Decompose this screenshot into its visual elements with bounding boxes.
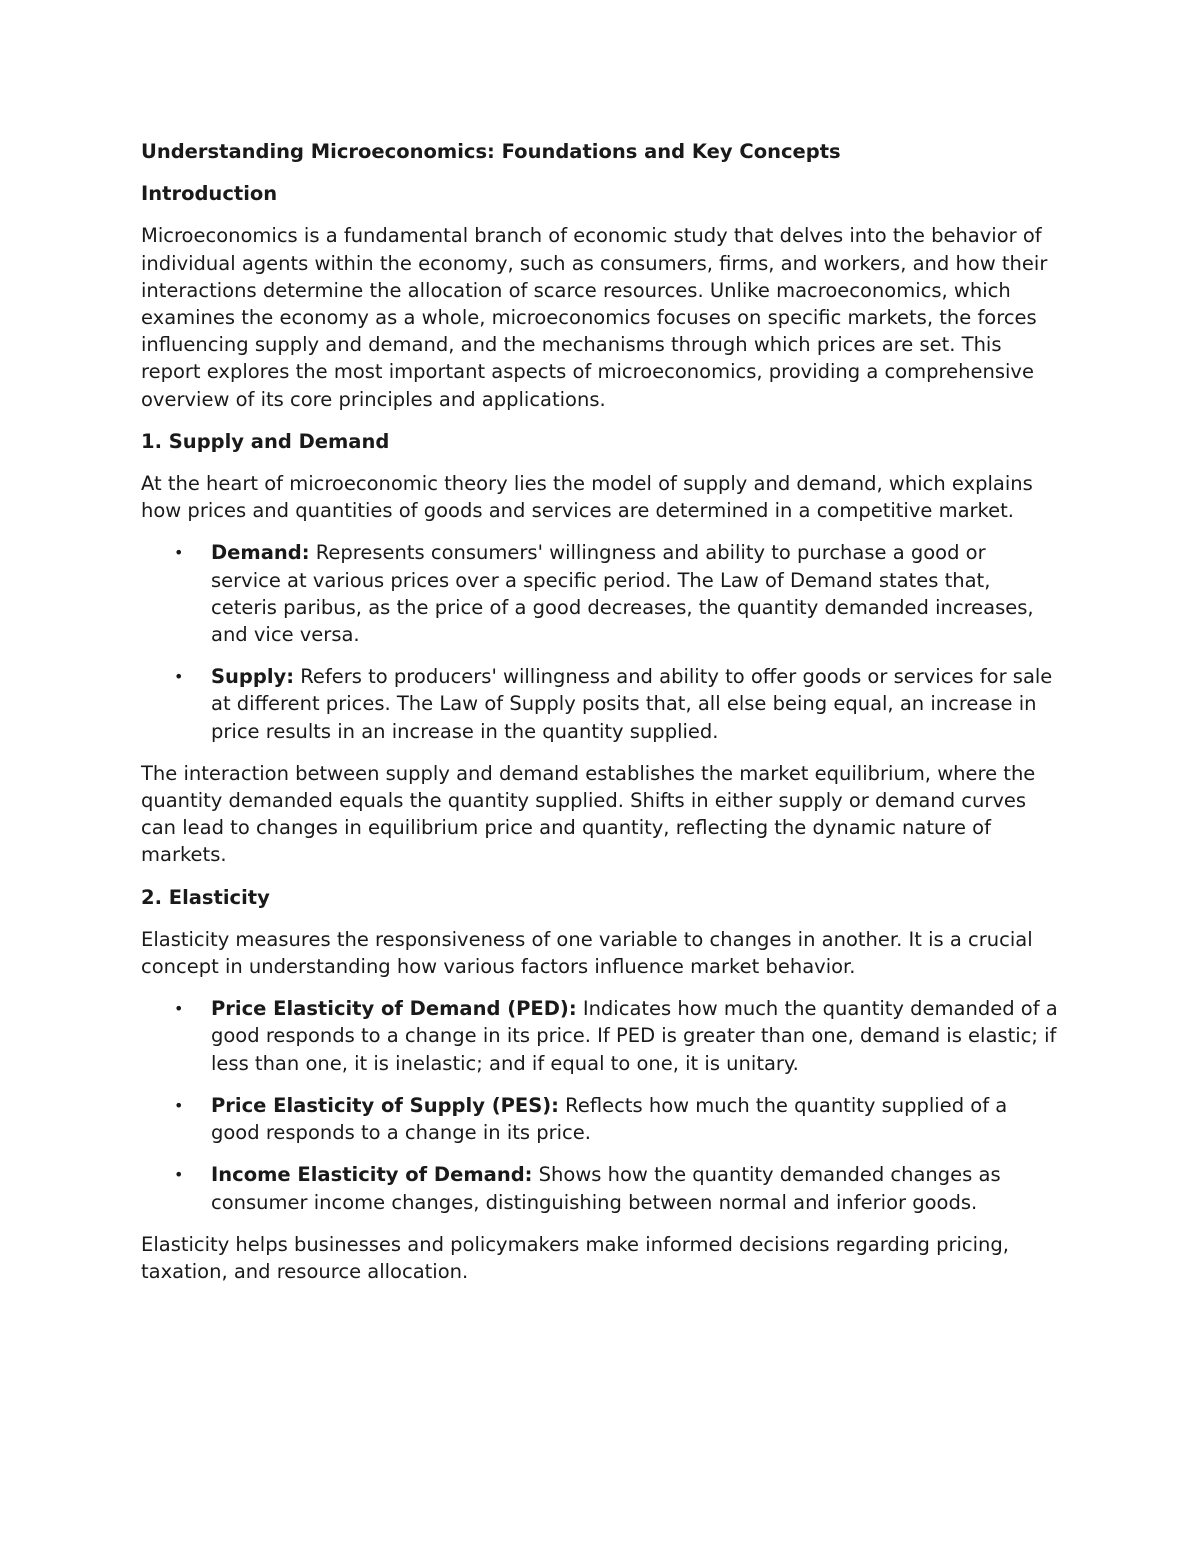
bullet-icon: • bbox=[174, 1165, 184, 1185]
bullet-icon: • bbox=[174, 543, 184, 563]
section1-heading: 1. Supply and Demand bbox=[141, 429, 390, 453]
bullet-icon: • bbox=[174, 667, 184, 687]
intro-heading: Introduction bbox=[141, 182, 278, 206]
bullet-term: Demand: bbox=[211, 541, 310, 565]
list-item bbox=[141, 1092, 1061, 1146]
bullet-term: Price Elasticity of Demand (PED): bbox=[211, 997, 577, 1021]
section1-closing-paragraph: The interaction between supply and demand establishes the market equilibrium, where the quantity demanded equals the quantity supplied. Shifts in either supply or demand curves can lead to changes in equilibrium price and quantity, reflecting the dynamic nature of markets. bbox=[141, 761, 1036, 867]
bullet-text: Refers to producers' willingness and ability to offer goods or services for sale at different prices. The Law of Supply posits that, all else being equal, an increase in price results in an increase in the quantity supplied. bbox=[211, 665, 1053, 743]
list-item bbox=[141, 539, 1061, 648]
list-item bbox=[141, 995, 1061, 1077]
section1-bullet-list bbox=[141, 539, 1061, 744]
list-item bbox=[141, 1161, 1061, 1215]
bullet-text: Reflects how much the quantity supplied of a good responds to a change in its price. bbox=[211, 1093, 1008, 1145]
section2-bullet-list bbox=[141, 995, 1061, 1215]
document-title: Understanding Microeconomics: Foundations and Key Concepts bbox=[141, 140, 841, 163]
section1-intro-paragraph: At the heart of microeconomic theory lies the model of supply and demand, which explains how prices and quantities of goods and services are determined in a competitive market. bbox=[141, 472, 1033, 523]
document-page bbox=[141, 138, 1061, 1300]
bullet-term: Income Elasticity of Demand: bbox=[211, 1163, 533, 1187]
section2-intro-paragraph: Elasticity measures the responsiveness of one variable to changes in another. It is a crucial concept in understanding how various factors influence market behavior. bbox=[141, 927, 1033, 979]
list-item bbox=[141, 663, 1061, 745]
bullet-term: Supply: bbox=[211, 665, 295, 689]
section2-closing-paragraph: Elasticity helps businesses and policymakers make informed decisions regarding pricing, taxation, and resource allocation. bbox=[141, 1232, 1009, 1283]
section2-heading: 2. Elasticity bbox=[141, 885, 270, 909]
bullet-term: Price Elasticity of Supply (PES): bbox=[211, 1093, 559, 1117]
bullet-icon: • bbox=[174, 999, 184, 1019]
intro-paragraph: Microeconomics is a fundamental branch of economic study that delves into the behavior of individual agents within the economy, such as consumers, firms, and workers, and how their interactions determine the allocation of scarce resources. Unlike macroeconomics, which examines the economy as a whole, microeconomics focuses on specific markets, the forces influencing supply and demand, and the mechanisms through which prices are set. This report explores the most important aspects of microeconomics, providing a comprehensive overview of its core principles and applications. bbox=[141, 224, 1048, 411]
bullet-icon: • bbox=[174, 1095, 184, 1115]
bullet-text: Indicates how much the quantity demanded of a good responds to a change in its price. If PED is greater than one, demand is elastic; if less than one, it is inelastic; and if equal to one, it is unitary. bbox=[211, 997, 1058, 1075]
bullet-text: Represents consumers' willingness and ability to purchase a good or service at various prices over a specific period. The Law of Demand states that, ceteris paribus, as the price of a good decreases, the quantity demanded increases, and vice versa. bbox=[211, 541, 1034, 647]
bullet-text: Shows how the quantity demanded changes as consumer income changes, distinguishing between normal and inferior goods. bbox=[211, 1163, 1001, 1214]
